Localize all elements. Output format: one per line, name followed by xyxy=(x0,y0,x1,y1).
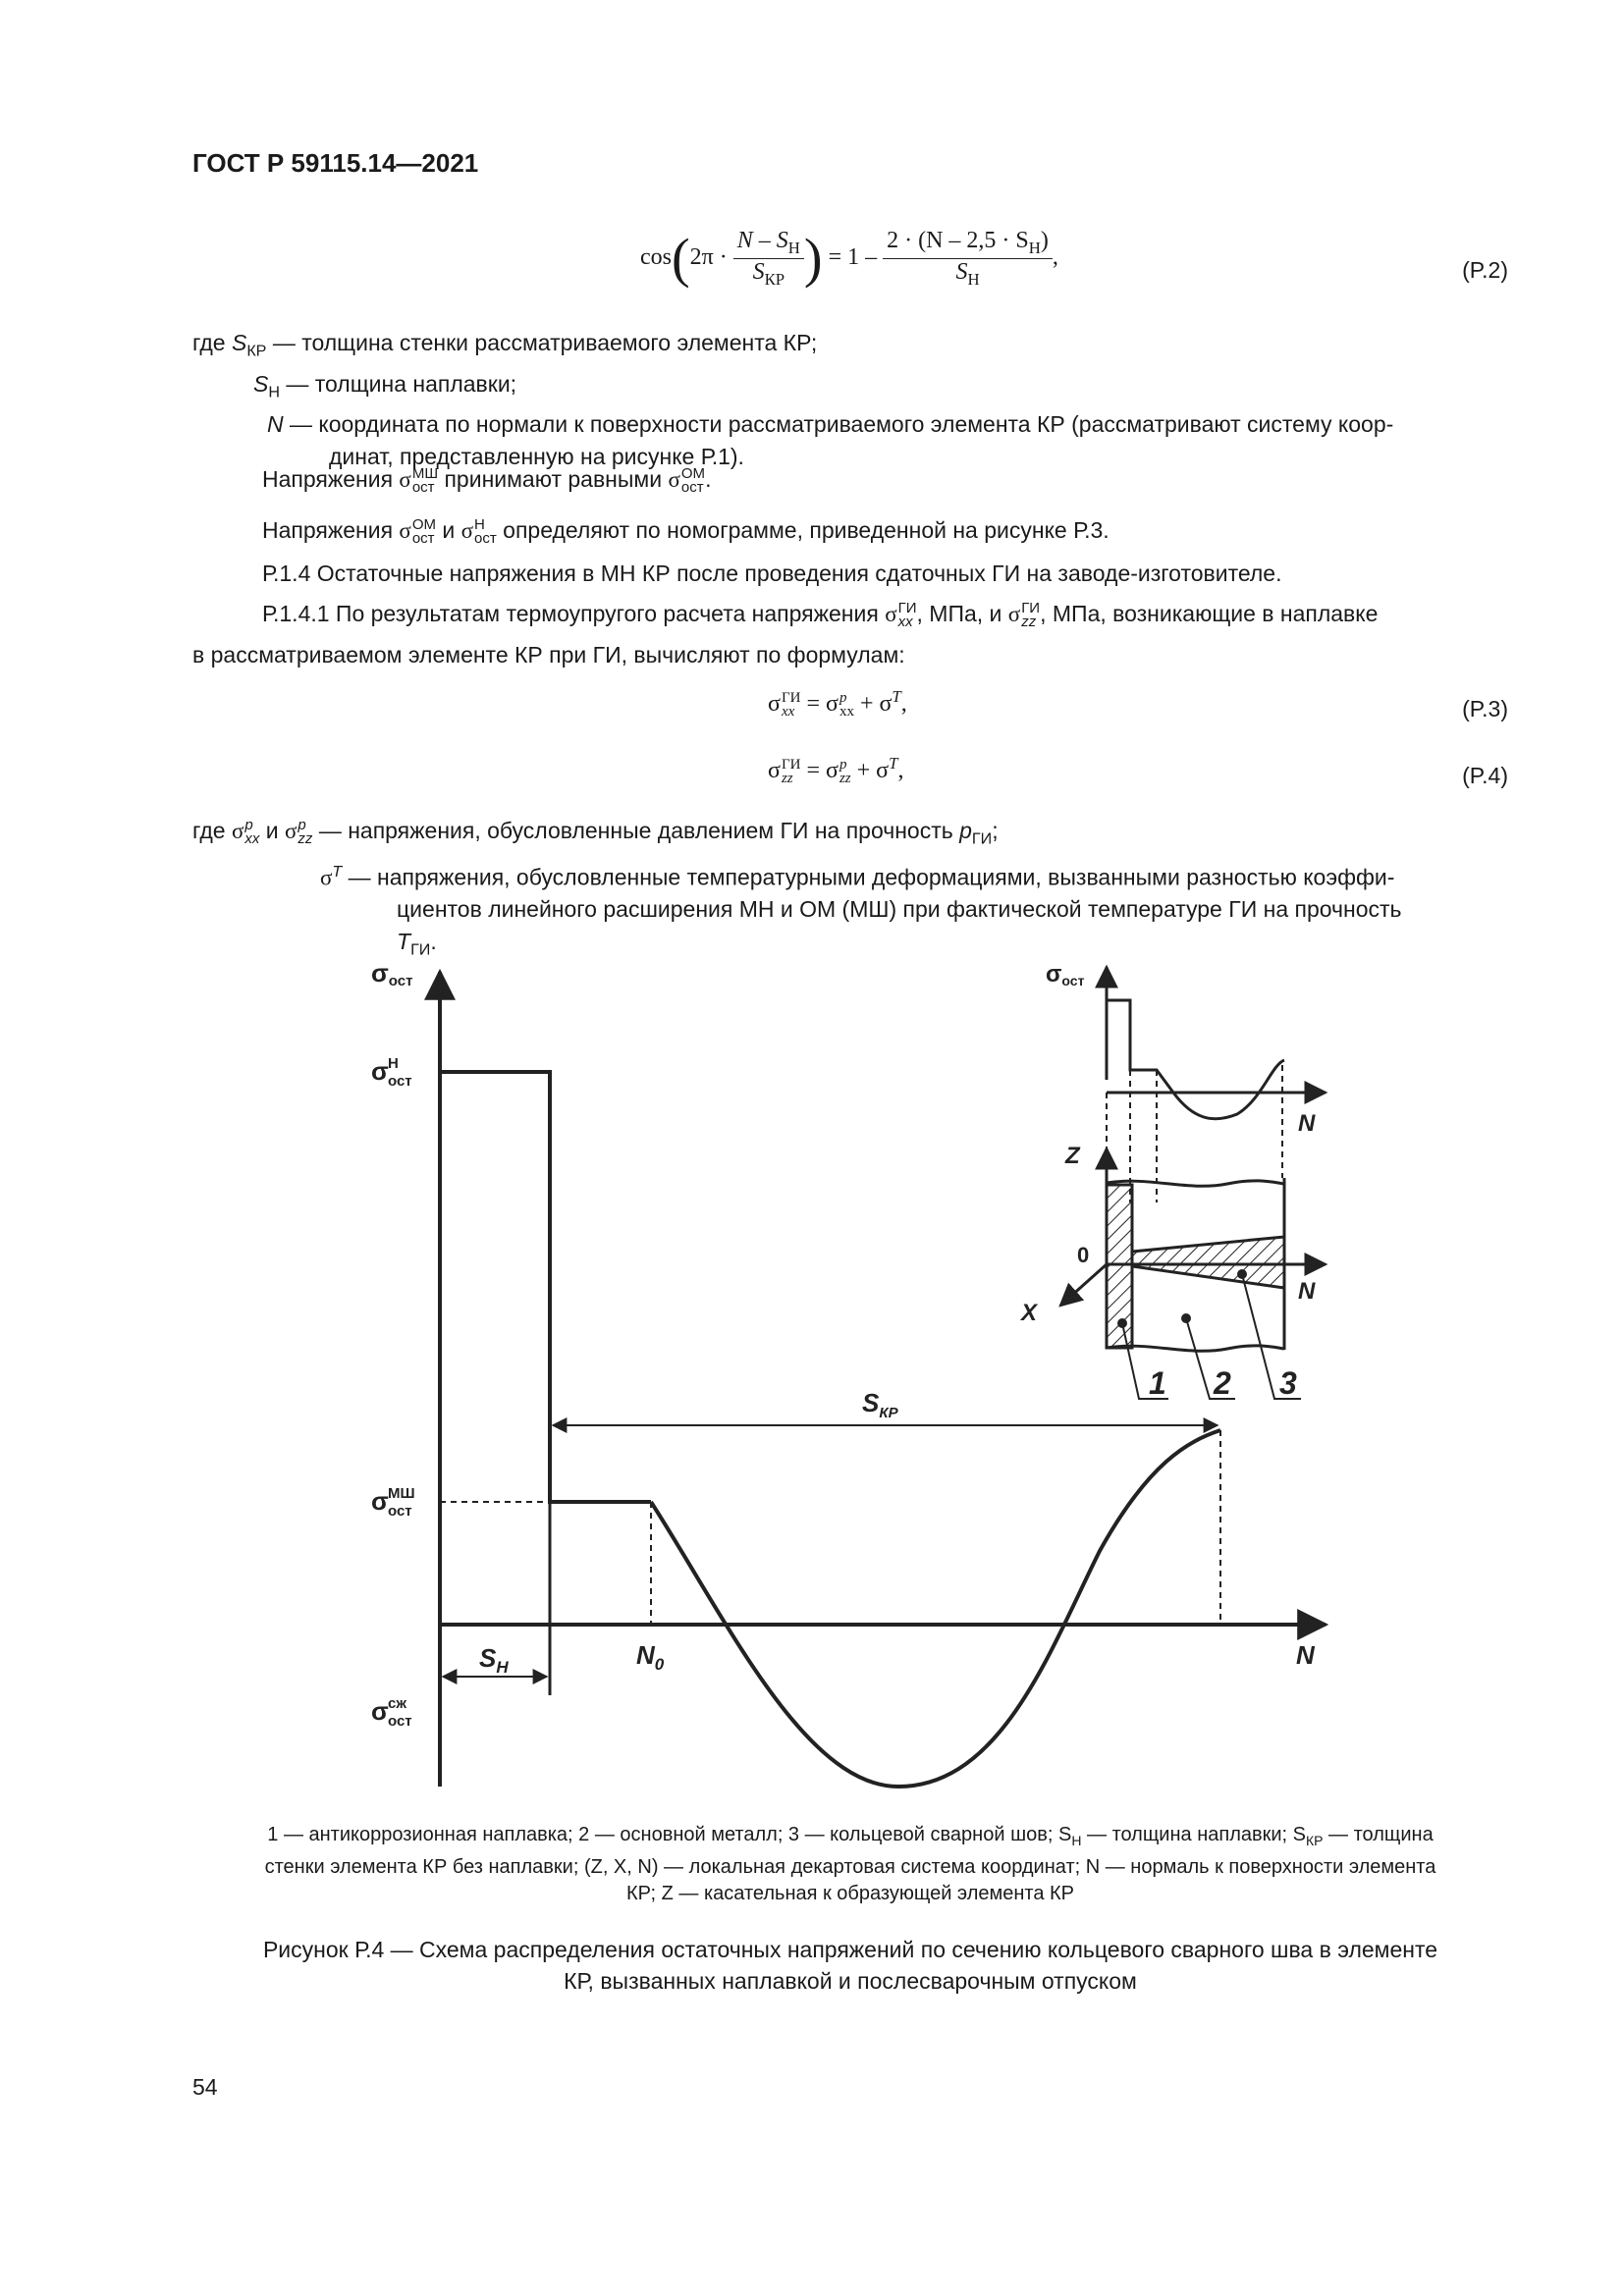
formula-p2: cos(2π · $\frac{N - S_Н}{S_{КР}}$ ) = 1 – $\frac{2 \cdot (N - 2,5 \cdot S_Н)}{S_Н}$ , xyxy=(640,228,1058,290)
callout-2: 2 xyxy=(1214,1365,1231,1401)
formula-p2-lhs-fraction: $\frac{N - S_Н}{S_{КР}}$ xyxy=(733,228,804,290)
where-item-n: N — координата по нормали к поверхности рассматриваемого элемента КР (рассматривают систему коор- xyxy=(267,411,1394,438)
n0-label: $N_0$ xyxy=(636,1640,665,1674)
paragraph-p-1-4: Р.1.4 Остаточные напряжения в МН КР после проведения сдаточных ГИ на заводе-изготовителе. xyxy=(262,561,1282,586)
svg-text:ост: ост xyxy=(388,1713,412,1730)
main-y-label: σост xyxy=(371,958,413,989)
callout-3: 3 xyxy=(1279,1365,1297,1401)
level-n-label: σ xyxy=(371,1056,389,1086)
paragraph-p-1-4-1: Р.1.4.1 По результатам термоупругого расчета напряжения σГИ xx , МПа, и σГИ zz , МПа, возникающие в наплавке xyxy=(262,599,1379,630)
svg-text:Н: Н xyxy=(388,1055,399,1072)
where-item-skr: где $S_{КР}$ — толщина стенки рассматриваемого элемента КР; xyxy=(192,330,818,360)
svg-text:ост: ост xyxy=(388,1073,412,1090)
where-item-sigma-t: $\sigma^T$ — напряжения, обусловленные температурными деформациями, вызванными разностью коэффи- xyxy=(320,862,1395,890)
skr-label: $S_{КР}$ xyxy=(862,1388,898,1421)
inset-zero-label: 0 xyxy=(1077,1243,1090,1267)
document-header: ГОСТ Р 59115.14—2021 xyxy=(192,148,479,178)
formula-p4: σГИ zz = σp zz + $\sigma^T$, xyxy=(768,754,904,787)
paragraph-om: Напряжения σОМ ост и σН ост определяют по номограмме, приведенной на рисунке Р.3. xyxy=(262,515,1110,547)
equation-number-p2: (P.2) xyxy=(1462,257,1508,283)
main-n-axis-label: N xyxy=(1296,1640,1315,1670)
svg-text:МШ: МШ xyxy=(388,1485,415,1502)
page-number: 54 xyxy=(192,2074,218,2100)
inset-chart xyxy=(1060,967,1326,1399)
where-item-sigma-t-cont: циентов линейного расширения МН и ОМ (МШ) при фактической температуре ГИ на прочность xyxy=(397,896,1402,923)
equation-number-p3: (P.3) xyxy=(1462,696,1508,721)
figure-caption: Рисунок Р.4 — Схема распределения остаточных напряжений по сечению кольцевого сварного шва в элементе КР, вызванных наплавкой и послесварочным отпуском xyxy=(262,1937,1438,1994)
callout-1: 1 xyxy=(1149,1365,1166,1401)
inset-y-label: σост xyxy=(1046,961,1085,988)
sn-label: $S_Н$ xyxy=(479,1643,509,1677)
level-sj-label: σ xyxy=(371,1696,389,1726)
figure-legend: 1 — антикоррозионная наплавка; 2 — основной металл; 3 — кольцевой сварной шов; $S_Н$ — толщина наплавки; $S_{КР}$ — толщина стенки элемента КР без наплавки; (Z, X, N) — локальная декартовая система координат; N — нормаль к поверхности элемента КР; Z — касательная к образующей элемента КР xyxy=(264,1824,1436,1904)
formula-p2-rhs-fraction: $\frac{2 \cdot (N - 2,5 \cdot S_Н)}{S_Н}$ xyxy=(883,228,1053,290)
formula-p3: σГИ xx = σp xx + $\sigma^T$, xyxy=(768,687,907,721)
where-item-sigma-t-cont2: $T_{ГИ}$. xyxy=(397,929,437,959)
formula-p2-cos: cos xyxy=(640,243,672,270)
svg-text:сж: сж xyxy=(388,1695,406,1712)
stress-profile-cladding xyxy=(440,1072,651,1502)
inset-z-label: Z xyxy=(1065,1143,1080,1169)
level-msh-label: σ xyxy=(371,1486,389,1516)
paragraph-p-1-4-1-cont: в рассматриваемом элементе КР при ГИ, вычисляют по формулам: xyxy=(192,642,905,667)
inset-x-axis xyxy=(1060,1264,1107,1306)
where-item-sigma-p: где σp xx и σp zz — напряжения, обусловленные давлением ГИ на прочность $p_{ГИ}$; xyxy=(192,816,999,848)
svg-text:ост: ост xyxy=(388,1503,412,1520)
inset-n-label-top: N xyxy=(1298,1110,1316,1137)
where-item-n-cont: динат, представленную на рисунке Р.1). xyxy=(329,444,744,470)
where-item-sn: $S_Н$ — толщина наплавки; xyxy=(253,370,517,401)
paragraph-msh: Напряжения σМШ ост принимают равными σОМ ост. xyxy=(262,464,712,496)
inset-x-label: X xyxy=(1021,1300,1038,1326)
inset-n-label-bottom: N xyxy=(1298,1278,1316,1305)
inset-weld-hatch xyxy=(1132,1237,1284,1288)
equation-number-p4: (P.4) xyxy=(1462,763,1508,788)
stress-profile-curve xyxy=(651,1430,1220,1787)
